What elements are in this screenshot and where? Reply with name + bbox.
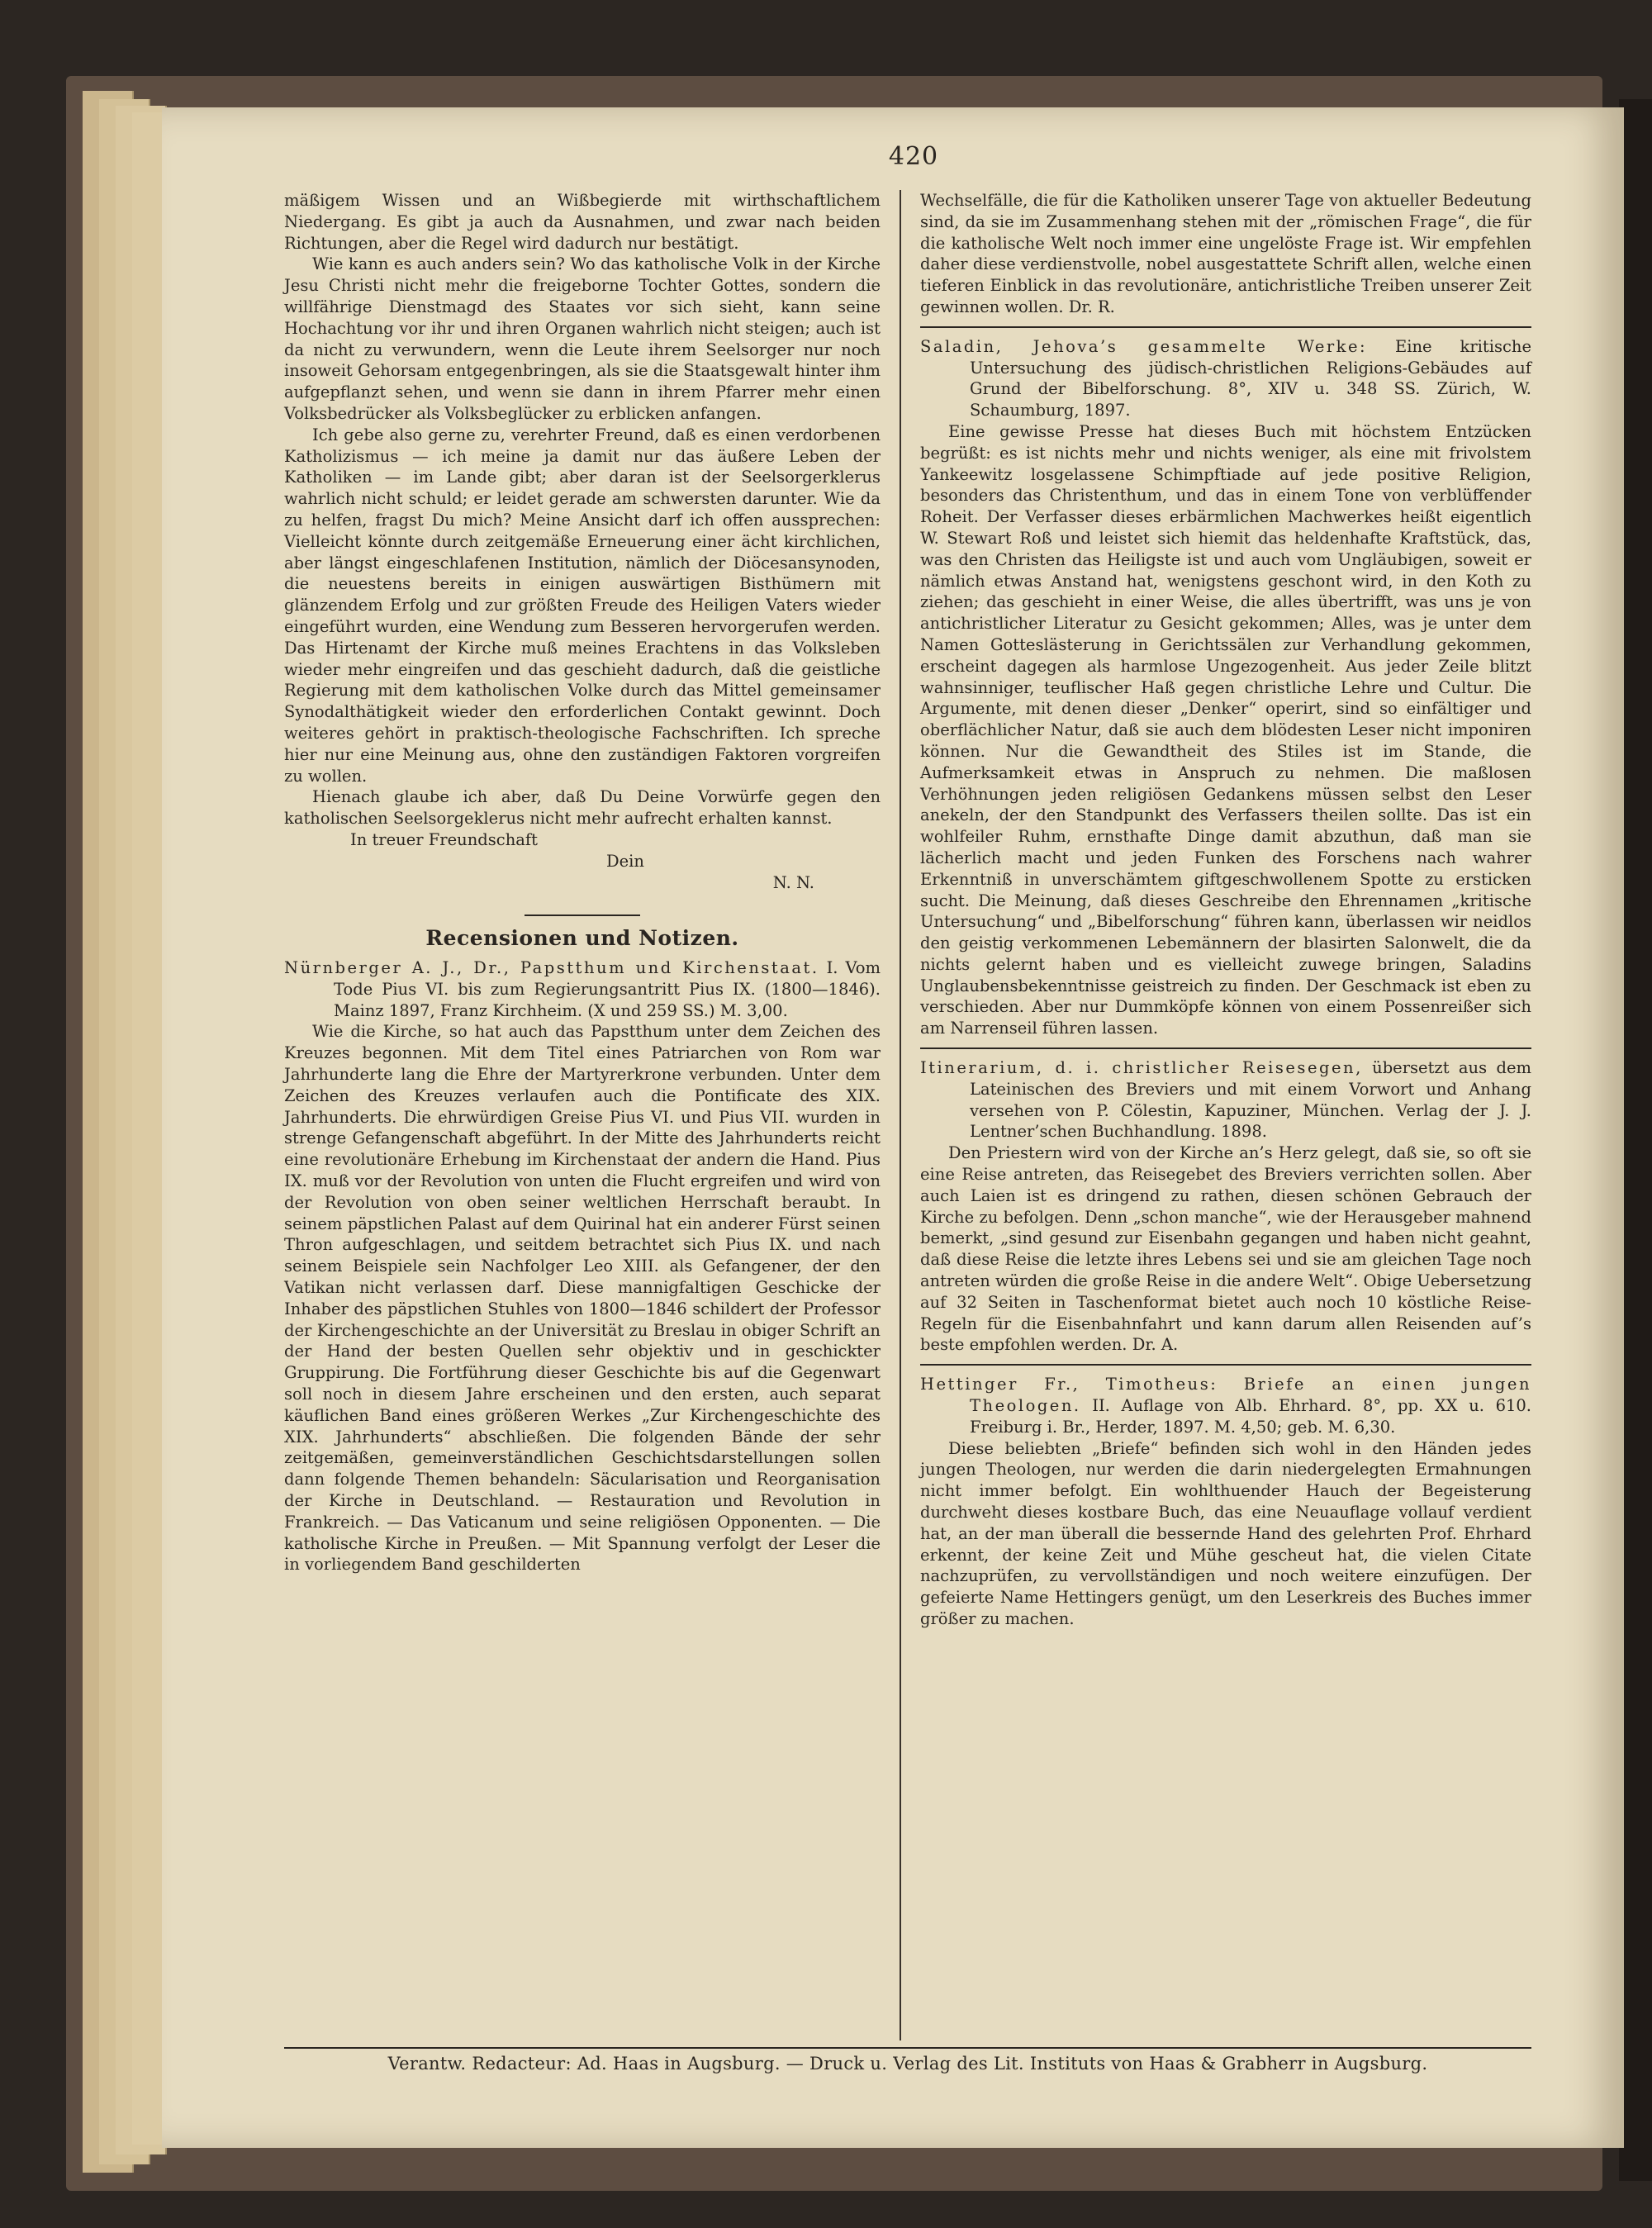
- review-entry: [920, 336, 1531, 421]
- reviewer-sign: Dr. R.: [1068, 297, 1115, 316]
- review-text-body: Den Priestern wird von der Kirche an’s Herz gelegt, daß sie, so oft sie eine Reise antreten, das Reisegebet des Breviers verrichten sollen. Aber auch Laien ist es dringend zu rathen, diesen schönen Gebrauch der Kirche zu befolgen. Denn „schon manche“, wie der Herausgeber mahnend bemerkt, „sind gesund zur Eisenbahn gegangen und haben nicht geahnt, daß diese Reise die letzte ihres Lebens sei und sie am gleichen Tage noch antreten würden die große Reise in die andere Welt“. Obige Uebersetzung auf 32 Seiten in Taschenformat bietet auch noch 10 köstliche Reise-Regeln für die Eisenbahnfahrt und kann darum allen Reisenden auf’s beste empfohlen werden.: [920, 1143, 1531, 1355]
- letter-signature: N. N.: [772, 872, 814, 892]
- book-gutter: [1619, 99, 1652, 2181]
- section-divider: [525, 914, 640, 916]
- paragraph: Hienach glaube ich aber, daß Du Deine Vorwürfe gegen den katholischen Seelsorgeklerus nicht mehr aufrecht erhalten kannst.: [284, 787, 881, 829]
- paragraph: mäßigem Wissen und an Wißbegierde mit wirthschaftlichem Niedergang. Es gibt ja auch da Ausnahmen, und zwar nach beiden Richtungen, aber die Regel wird dadurch nur bestätigt.: [284, 191, 881, 253]
- review-entry: [284, 957, 881, 1021]
- page-number: 420: [888, 142, 939, 171]
- imprint-footer: Verantw. Redacteur: Ad. Haas in Augsburg. — Druck u. Verlag des Lit. Instituts von Haas & Grabherr in Augsburg.: [387, 2054, 1428, 2074]
- review-title: Itinerarium, d. i. christlicher Reisesegen,: [920, 1058, 1363, 1078]
- review-entry: [920, 1057, 1531, 1143]
- letter-dein: Dein: [606, 851, 644, 871]
- review-bibliography: II. Auflage von Alb. Ehrhard. 8°, pp. XX u. 610. Freiburg i. Br., Herder, 1897. M. 4,50; geb. M. 6,30.: [970, 1396, 1532, 1437]
- column-divider: [900, 190, 901, 2040]
- left-column: [284, 190, 881, 1575]
- entry-divider: [920, 326, 1531, 328]
- letter-closing: In treuer Freundschaft: [350, 829, 538, 849]
- review-bibliography: übersetzt aus dem Lateinischen des Breviers und mit einem Vorwort und Anhang versehen von P. Cölestin, Kapuziner, München. Verlag der J. J. Lentner’schen Buchhandlung. 1898.: [970, 1058, 1531, 1142]
- paragraph: Ich gebe also gerne zu, verehrter Freund, daß es einen verdorbenen Katholizismus — ich meine ja damit nur das äußere Leben der Katholiken — im Lande gibt; aber daran ist der Seelsorgerklerus wahrlich nicht schuld; er leidet gerade am schwersten darunter. Wie da zu helfen, fragst Du mich? Meine Ansicht darf ich offen aussprechen: Vielleicht könnte durch zeitgemäße Erneuerung einer ächt kirchlichen, aber längst eingeschlafenen Institution, nämlich der Diöcesansynoden, die neuestens bereits in einigen auswärtigen Bisthümern mit glänzendem Erfolg und zur größten Freude des Heiligen Vaters wieder eingeführt wurden, eine Wendung zum Besseren hervorgerufen werden. Das Hirtenamt der Kirche muß meines Erachtens in das Volksleben wieder mehr eingreifen und das geschieht dadurch, daß die geistliche Regierung mit dem katholischen Volke durch das Mittel gemeinsamer Synodalthätigkeit wieder den erforderlichen Contakt gewinnt. Doch weiteres gehört in praktisch-theologische Fachschriften. Ich spreche hier nur eine Meinung aus, ohne den zuständigen Faktoren vorgreifen zu wollen.: [284, 425, 881, 786]
- review-text: Wie die Kirche, so hat auch das Papstthum unter dem Zeichen des Kreuzes begonnen. Mit dem Titel eines Patriarchen von Rom war Jahrhunderte lang die Ehre der Martyrerkrone verbunden. Unter dem Zeichen des Kreuzes verlaufen auch die Pontificate des XIX. Jahrhunderts. Die ehrwürdigen Greise Pius VI. und Pius VII. wurden in strenge Gefangenschaft abgeführt. In der Mitte des Jahrhunderts reicht eine revolutionäre Erhebung im Kirchenstaat der andern die Hand. Pius IX. muß vor der Revolution von unten die Flucht ergreifen und wird von der Revolution von oben seiner weltlichen Herrschaft beraubt. In seinem päpstlichen Palast auf dem Quirinal hat ein anderer Fürst seinen Thron aufgeschlagen, und seitdem betrachtet sich Pius IX. und nach seinem Beispiele sein Nachfolger Leo XIII. als Gefangener, der den Vatikan nicht verlassen darf. Diese mannigfaltigen Geschicke der Inhaber des päpstlichen Stuhles von 1800—1846 schildert der Professor der Kirchengeschichte an der Universität zu Breslau in obiger Schrift an der Hand der besten Quellen sehr objektiv und in geschickter Gruppirung. Die Fortführung dieser Geschichte bis auf die Gegenwart soll noch in diesem Jahre erscheinen und den ersten, auch separat käuflichen Band eines größeren Werkes „Zur Kirchengeschichte des XIX. Jahrhunderts“ abschließen. Die folgenden Bände der sehr zeitgemäßen, gemeinverständlichen Geschichtsdarstellungen sollen dann folgende Themen behandeln: Säcularisation und Reorganisation der Kirche in Deutschland. — Restauration und Revolution in Frankreich. — Das Vaticanum und seine religiösen Opponenten. — Die katholische Kirche in Preußen. — Mit Spannung verfolgt der Leser die in vorliegendem Band geschilderten: [284, 1022, 881, 1575]
- section-title: Recensionen und Notizen.: [425, 926, 739, 951]
- reviewer-sign: Dr. A.: [1132, 1335, 1179, 1355]
- entry-divider: [920, 1364, 1531, 1366]
- review-title: Hettinger Fr., Timotheus: Briefe an einen jungen Theologen.: [920, 1375, 1531, 1416]
- review-text: [920, 1143, 1531, 1356]
- paragraph-text: Wechselfälle, die für die Katholiken unserer Tage von aktueller Bedeutung sind, da sie im Zusammenhang stehen mit der „römischen Frage“, die für die katholische Welt noch immer eine ungelöste Frage ist. Wir empfehlen daher diese verdienstvolle, nobel ausgestattete Schrift allen, welche einen tieferen Einblick in das revolutionäre, antichristliche Treiben unserer Zeit gewinnen wollen.: [920, 191, 1531, 316]
- paragraph: Wie kann es auch anders sein? Wo das katholische Volk in der Kirche Jesu Christi nicht mehr die freigeborne Tochter Gottes, sondern die willfährige Dienstmagd des Staates vor sich sieht, kann seine Hochachtung vor ihr und ihren Organen wahrlich nicht steigen; auch ist da nicht zu verwundern, wenn die Leute ihrem Seelsorger nur noch insoweit Gehorsam entgegenbringen, als sie die Staatsgewalt hinter ihm aufgepflanzt sehen, und wenn sie dann in ihrem Pfarrer mehr einen Volksbedrücker als Volksbeglücker zu erblicken anfangen.: [284, 254, 881, 423]
- review-bibliography: I. Vom Tode Pius VI. bis zum Regierungsantritt Pius IX. (1800—1846). Mainz 1897, Franz Kirchheim. (X und 259 SS.) M. 3,00.: [334, 958, 881, 1020]
- scanned-page: [162, 107, 1624, 2148]
- footer-rule: [284, 2047, 1531, 2049]
- review-text: Diese beliebten „Briefe“ befinden sich wohl in den Händen jedes jungen Theologen, nur werden die darin niedergelegten Ermahnungen nicht immer befolgt. Ein wohlthuender Hauch der Begeisterung durchweht dieses kostbare Buch, das eine Neuauflage vollauf verdient hat, an der man überall die bessernde Hand des gelehrten Prof. Ehrhard erkennt, der keine Zeit und Mühe gescheut hat, die vielen Citate nachzuprüfen, zu vervollständigen und noch weitere einzufügen. Der gefeierte Name Hettingers genügt, um den Leserkreis des Buches immer größer zu machen.: [920, 1438, 1531, 1628]
- review-text: Eine gewisse Presse hat dieses Buch mit höchstem Entzücken begrüßt: es ist nichts mehr und nichts weniger, als eine mit frivolstem Yankeewitz losgelassene Schimpftiade auf jede positive Religion, besonders das Christenthum, und das in einem Tone von verblüffender Roheit. Der Verfasser dieses erbärmlichen Machwerkes heißt eigentlich W. Stewart Roß und leistet sich hiemit das heldenhafte Kraftstück, das, was den Christen das Heiligste ist und auch vom Ungläubigen, soweit er nämlich etwas Anstand hat, wenigstens geschont wird, in den Koth zu ziehen; das geschieht in einer Weise, die alles übertrifft, was uns je von antichristlicher Literatur zu Gesicht gekommen; Alles, was je unter dem Namen Gotteslästerung in Gerichtssälen zur Verhandlung gekommen, erscheint dagegen als harmlose Ungezogenheit. Aus jeder Zeile blitzt wahnsinniger, teuflischer Haß gegen christliche Lehre und Cultur. Die Argumente, mit denen dieser „Denker“ operirt, sind so einfältiger und oberflächlicher Natur, daß sie auch dem blödesten Leser nicht imponiren können. Nur die Gewandtheit des Stiles ist im Stande, die Aufmerksamkeit etwas in Anspruch zu nehmen. Die maßlosen Verhöhnungen jeden religiösen Gedankens müssen selbst den Leser anekeln, der den Standpunkt des Verfassers theilen sollte. Das ist ein wohlfeiler Ruhm, ernsthafte Dinge damit abzuthun, daß man sie lächerlich macht und jeden Funken des Forschens nach wahrer Erkenntniß in unverschämtem giftgeschwollenem Spotte zu ersticken sucht. Die Meinung, daß dieses Geschreibe den Ehrennamen „kritische Untersuchung“ und „Bibelforschung“ führen kann, überlassen wir neidlos den geistig verkommenen Lebemännern der blasirten Salonwelt, die da nichts gelernt haben und es vielleicht zuwege bringen, Saladins Unglaubensbekenntnisse geistreich zu finden. Der Geschmack ist eben zu verschieden. Aber nur Dummköpfe können von einem Possenreißer sich am Narrenseil führen lassen.: [920, 421, 1531, 1038]
- review-title: Nürnberger A. J., Dr., Papstthum und Kirchenstaat.: [284, 958, 819, 978]
- entry-divider: [920, 1047, 1531, 1049]
- paragraph: [920, 190, 1531, 318]
- review-entry: [920, 1374, 1531, 1437]
- right-column: [920, 190, 1531, 1630]
- review-bibliography: Eine kritische Untersuchung des jüdisch-christlichen Religions-Gebäudes auf Grund der Bibelforschung. 8°, XIV u. 348 SS. Zürich, W. Schaumburg, 1897.: [970, 336, 1531, 420]
- review-title: Saladin, Jehova’s gesammelte Werke:: [920, 336, 1368, 356]
